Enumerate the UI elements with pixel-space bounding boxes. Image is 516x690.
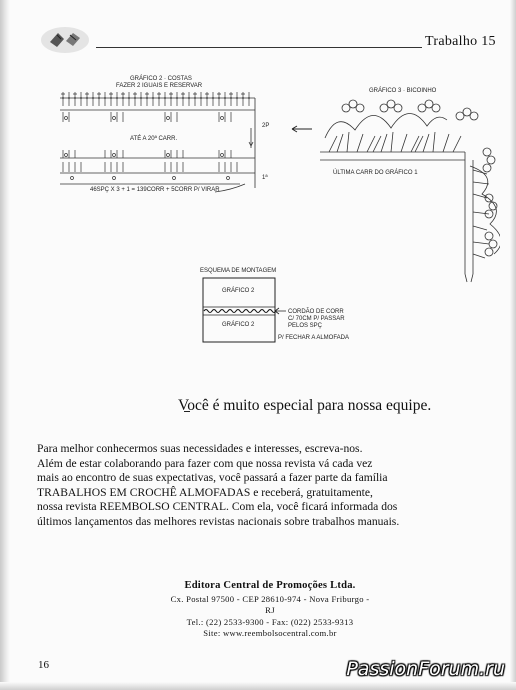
body-line-1: Para melhor conhecermos suas necessidades e interesses, escreva-nos. — [37, 442, 363, 455]
publisher-name: Editora Central de Promoções Ltda. — [184, 580, 356, 591]
arrow-left-small-icon — [272, 306, 288, 316]
publisher-phones: Tel.: (22) 2533-9300 - Fax: (022) 2533-9313 — [186, 616, 354, 627]
esquema-title: ESQUEMA DE MONTAGEM — [200, 268, 277, 274]
grafico2-diagram — [55, 88, 270, 198]
esquema-cord-note-1: CORDÃO DE CORR — [288, 309, 344, 315]
running-title: Trabalho 15 — [425, 34, 496, 49]
body-line-4: TRABALHOS EM CROCHÊ ALMOFADAS e receberá, gratuitamente, — [37, 485, 373, 499]
page-number: 16 — [38, 659, 49, 671]
watermark: PassionForum.ru — [346, 658, 505, 680]
page-edge-bottom — [0, 682, 516, 690]
arrow-left-icon — [288, 124, 314, 134]
esquema-cord-note-4: P/ FECHAR A ALMOFADA — [278, 335, 350, 341]
esquema-top-box-label: GRÁFICO 2 — [222, 288, 255, 294]
esquema-cord-note-2: C/ 70CM P/ PASSAR — [288, 316, 345, 322]
grafico2-label-2p: 2P — [262, 123, 270, 129]
grafico2-bottom-label: 46SPÇ X 3 + 1 = 139CORR + 5CORR P/ VIRAR — [90, 187, 220, 193]
body-line-6: últimos lançamentos das melhores revistas nacionais sobre trabalhos manuais. — [37, 514, 400, 528]
esquema-cord-note-3: PELOS SPÇ — [288, 323, 323, 329]
esquema-bottom-box-label: GRÁFICO 2 — [222, 322, 255, 328]
grafico3-title: GRÁFICO 3 · BICOINHO — [369, 88, 437, 94]
body-line-3: mais ao encontro de suas expectativas, você passará a fazer parte da família — [37, 471, 388, 485]
grafico2-label-1a: 1ª — [262, 175, 268, 181]
grafico3-note: ÚLTIMA CARR DO GRÁFICO 1 — [333, 170, 418, 176]
esquema-diagram — [200, 275, 280, 345]
page-spine-shadow — [0, 0, 10, 690]
headline: Você é muito especial para nossa equipe. — [178, 397, 432, 414]
grafico2-subtitle: FAZER 2 IGUAIS E RESERVAR — [116, 83, 203, 89]
header-rule — [96, 47, 422, 48]
grafico3-diagram — [315, 94, 500, 284]
body-line-5: nossa revista REEMBOLSO CENTRAL. Com ela, você ficará informada dos — [37, 500, 398, 514]
body-paragraph — [37, 442, 493, 530]
publisher-address: Cx. Postal 97500 - CEP 28610-974 - Nova Friburgo - RJ — [170, 593, 370, 615]
magazine-logo-icon — [40, 25, 90, 55]
publisher-block — [170, 580, 370, 640]
grafico2-title: GRÁFICO 2 · COSTAS — [130, 76, 192, 82]
body-line-2: Além de estar colaborando para fazer com que nossa revista vá cada vez — [37, 456, 373, 470]
publisher-site: Site: www.reembolsocentral.com.br — [203, 628, 337, 638]
grafico2-note: ATÉ A 20ª CARR. — [130, 136, 178, 142]
page-edge-right — [510, 0, 516, 690]
